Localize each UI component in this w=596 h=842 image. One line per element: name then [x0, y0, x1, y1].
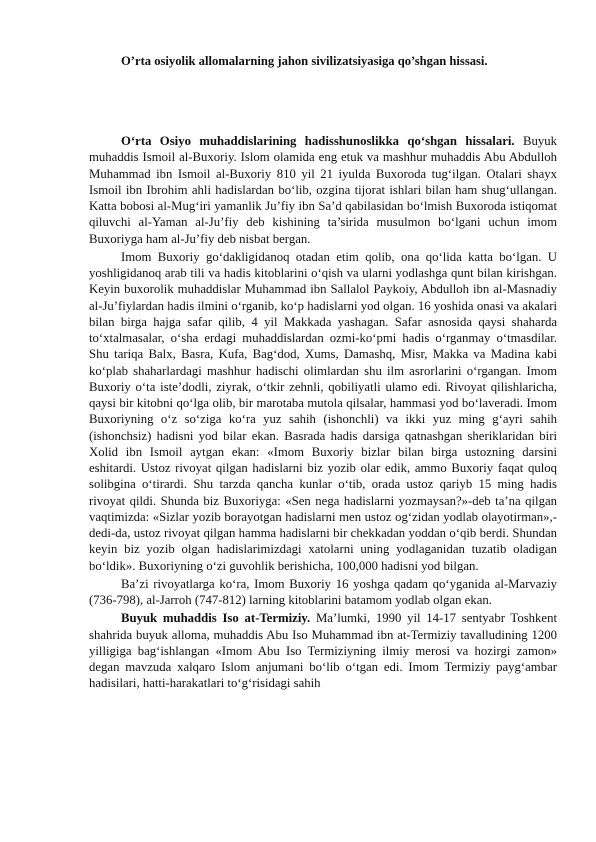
- section-heading-termiziy: Buyuk muhaddis Iso at-Termiziy.: [121, 611, 311, 626]
- paragraph-3: [89, 576, 557, 609]
- paragraph-1: [89, 133, 557, 247]
- section-heading-muhaddislar: O‘rta Osiyo muhaddislarining hadisshunoslikka qo‘shgan hissalari.: [121, 134, 515, 148]
- document-title: O’rta osiyolik allomalarning jahon sivilizatsiyasiga qo’shgan hissasi.: [121, 54, 488, 68]
- paragraph-2-text: Imom Buxoriy go‘dakligidanoq otadan etim qolib, ona qo‘lida katta bo‘lgan. U yoshligidanoq arab tili va hadis kitoblarini o‘qish va ularni yodlashga qunt bilan kirishgan. Keyin buxorolik muhaddislar Muhammad ibn Sallalol Paykoiy, Abdulloh ibn al-Masnadiy al-Ju’fiylardan hadis ilmini o‘rganib, ko‘p hadislarni yod olgan. 16 yoshida onasi va akalari bilan birga hajga safar qilib, 4 yil Makkada yashagan. Safar asnosida qaysi shaharda to‘xtalmasalar, o‘sha erdagi muhaddislardan ozmi-ko‘pmi hadis o‘rganmay o‘tmasdilar. Shu tariqa Balx, Basra, Kufa, Bag‘dod, Xums, Damashq, Misr, Makka va Madina kabi ko‘plab shaharlardagi mashhur hadischi olimlardan shu ilm asrorlarini o‘rgangan. Imom Buxoriy o‘ta iste’dodli, ziyrak, o‘tkir zehnli, qobiliyatli ulamo edi. Rivoyat qilishlaricha, qaysi bir kitobni qo‘lga olib, bir marotaba mutola qilsalar, hammasi yod bo‘laveradi. Imom Buxoriyning o‘z so‘ziga ko‘ra yuz sahih (ishonchli) va ikki yuz ming g‘ayri sahih (ishonchsiz) hadisni yod bilar ekan. Basrada hadis darsiga qatnashgan sheriklaridan biri Xolid ibn Ismoil aytgan ekan: «Imom Buxoriy bizlar bilan birga ustozning darsini eshitardi. Ustoz rivoyat qilgan hadislarni biz yozib olar edik, ammo Buxoriy faqat quloq solibgina o‘tirardi. Shu tarzda qancha kunlar o‘tib, orada ustoz qariyb 15 ming hadis rivoyat qildi. Shunda biz Buxoriyga: «Sen nega hadislarni yozmaysan?»-deb ta’na qilgan vaqtimizda: «Sizlar yozib borayotgan hadislarni men ustoz og‘zidan yodlab olayotirman»,-dedi-da, ustoz rivoyat qilgan hamma hadislarni bir chekkadan yoddan o‘qib berdi. Shundan keyin biz yozib olgan hadislarimizdagi xatolarni uning yodlaganidan tuzatib oladigan bo‘ldik». Buxoriyning o‘zi guvohlik berishicha, 100,000 hadisni yod bilgan.: [89, 249, 557, 573]
- paragraph-4-text: Ma’lumki, 1990 yil 14-17 sentyabr Toshkent shahrida buyuk alloma, muhaddis Abu Iso Muhammad ibn at-Termiziy tavalludining 1200 yilligiga bag‘ishlangan «Imom Abu Iso Termiziyning ilmiy merosi va hozirgi zamon» degan mavzuda xalqaro Islom anjumani bo‘lib o‘tgan edi. Imom Termiziy payg‘ambar hadisilari, hatti-harakatlari to‘g‘risidagi sahih: [89, 611, 557, 691]
- title-spacer: [89, 71, 557, 133]
- document-page: [89, 44, 557, 692]
- paragraph-4: [89, 610, 557, 691]
- paragraph-3-text: Ba’zi rivoyatlarga ko‘ra, Imom Buxoriy 16 yoshga qadam qo‘yganida al-Marvaziy (736-798), al-Jarroh (747-812) larning kitoblarini batamom yodlab olgan ekan.: [89, 576, 557, 607]
- paragraph-2: [89, 249, 557, 574]
- paragraph-1-text: Buyuk muhaddis Ismoil al-Buxoriy. Islom olamida eng etuk va mashhur muhaddis Abu Abdulloh Muhammad ibn Ismoil al-Buxoriy 810 yil 21 iyulda Buxoroda tug‘ilgan. Otalari shayx Ismoil ibn Ibrohim ahli hadislardan bo‘lib, ozgina tijorat ishlari bilan ham shug‘ullangan. Katta bobosi al-Mug‘iri yamanlik Ju’fiy ibn Sa’d qabilasidan bo‘lmish Buxoroda istiqomat qiluvchi al-Yaman al-Ju’fiy deb kishining ta’sirida musulmon bo‘lgani uchun imom Buxoriyga ham al-Ju’fiy deb nisbat bergan.: [89, 134, 557, 246]
